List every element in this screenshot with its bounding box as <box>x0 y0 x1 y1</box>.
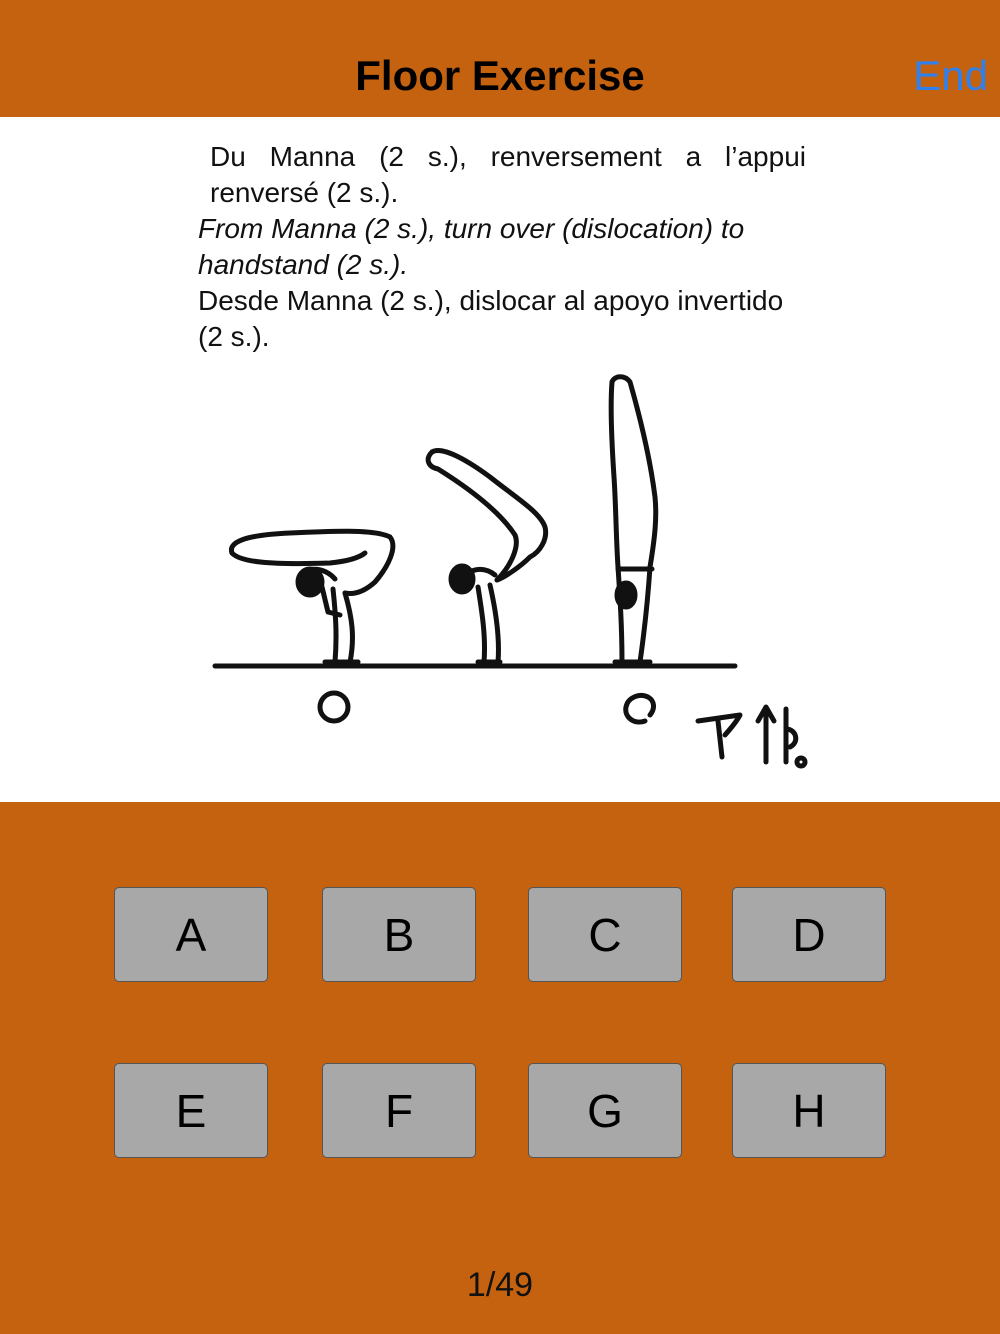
description-english: From Manna (2 s.), turn over (dislocation) to handstand (2 s.). <box>198 213 745 280</box>
end-button[interactable]: End <box>913 52 988 99</box>
answer-button-f[interactable]: F <box>322 1063 476 1158</box>
gymnast-manna-figure <box>231 531 392 662</box>
answer-button-c[interactable]: C <box>528 887 682 982</box>
notation-symbols <box>698 707 805 766</box>
answer-button-h[interactable]: H <box>732 1063 886 1158</box>
circle-symbol-2 <box>626 695 654 722</box>
description-spanish: Desde Manna (2 s.), dislocar al apoyo invertido (2 s.). <box>198 285 784 352</box>
gymnast-handstand-figure <box>611 377 656 662</box>
exercise-illustration <box>0 117 1000 802</box>
description-french: Du Manna (2 s.), renversement a l’appui renversé (2 s.). <box>210 141 806 208</box>
page-title: Floor Exercise <box>355 52 645 99</box>
answer-button-e[interactable]: E <box>114 1063 268 1158</box>
answer-button-b[interactable]: B <box>322 887 476 982</box>
answer-button-g[interactable]: G <box>528 1063 682 1158</box>
navigation-bar <box>0 0 1000 117</box>
question-counter: 1/49 <box>466 1266 534 1304</box>
circle-symbol-1 <box>320 693 348 721</box>
exercise-card <box>0 117 1000 802</box>
answer-button-d[interactable]: D <box>732 887 886 982</box>
gymnast-dislocation-figure <box>428 451 545 662</box>
answer-button-a[interactable]: A <box>114 887 268 982</box>
